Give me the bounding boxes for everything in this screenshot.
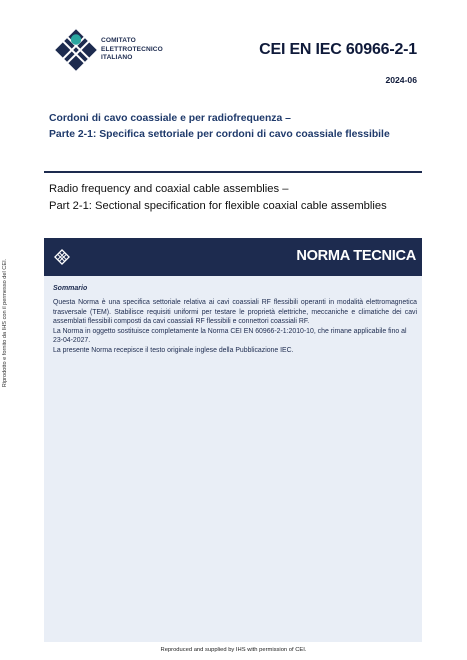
- organization-name-line: COMITATO: [101, 37, 136, 44]
- summary-paragraph: La presente Norma recepisce il testo originale inglese della Pubblicazione IEC.: [53, 346, 294, 354]
- italian-title: [49, 111, 429, 143]
- footer-note: Reproduced and supplied by IHS with permission of CEI.: [160, 647, 307, 653]
- divider: [44, 171, 422, 173]
- summary-body: [53, 298, 417, 356]
- standard-date: 2024-06: [385, 75, 417, 85]
- cei-diamond-icon: [54, 249, 70, 265]
- italian-title-line: Parte 2-1: Specifica settoriale per cordoni di cavo coassiale flessibile: [49, 129, 390, 140]
- italian-title-line: Cordoni di cavo coassiale e per radiofrequenza –: [49, 113, 291, 124]
- summary-panel: [44, 276, 422, 642]
- cei-logo-icon: [52, 26, 100, 74]
- norma-tecnica-band: [44, 238, 422, 276]
- organization-name-line: ELETTROTECNICO: [101, 45, 163, 53]
- organization-name-line: ITALIANO: [101, 54, 133, 62]
- organization-name: [101, 37, 163, 63]
- english-title: [49, 181, 429, 215]
- summary-heading: Sommario: [53, 285, 88, 292]
- english-title-line: Part 2-1: Sectional specification for flexible coaxial cable assemblies: [49, 200, 387, 212]
- standard-number: CEI EN IEC 60966-2-1: [259, 41, 417, 58]
- summary-paragraph: Questa Norma è una specifica settoriale relativa ai cavi coassiali RF flessibili operanti in modalità elettromagnetica trasversale (TEM). Stabilisce requisiti uniformi per testare le proprietà elettriche, meccaniche e climatiche dei cavi assemblati flessibili composti da cavi coassiali RF flessibili e connettori coassiali RF.: [53, 299, 417, 326]
- summary-paragraph: La Norma in oggetto sostituisce completamente la Norma CEI EN 60966-2-1:2010-10, che rimane applicabile fino al 23-04-2027.: [53, 327, 407, 345]
- band-title: NORMA TECNICA: [296, 248, 416, 264]
- english-title-line: Radio frequency and coaxial cable assemblies –: [49, 183, 289, 195]
- side-permission-note: Riprodotto e fornito da IHS con il permesso del CEI.: [2, 258, 8, 388]
